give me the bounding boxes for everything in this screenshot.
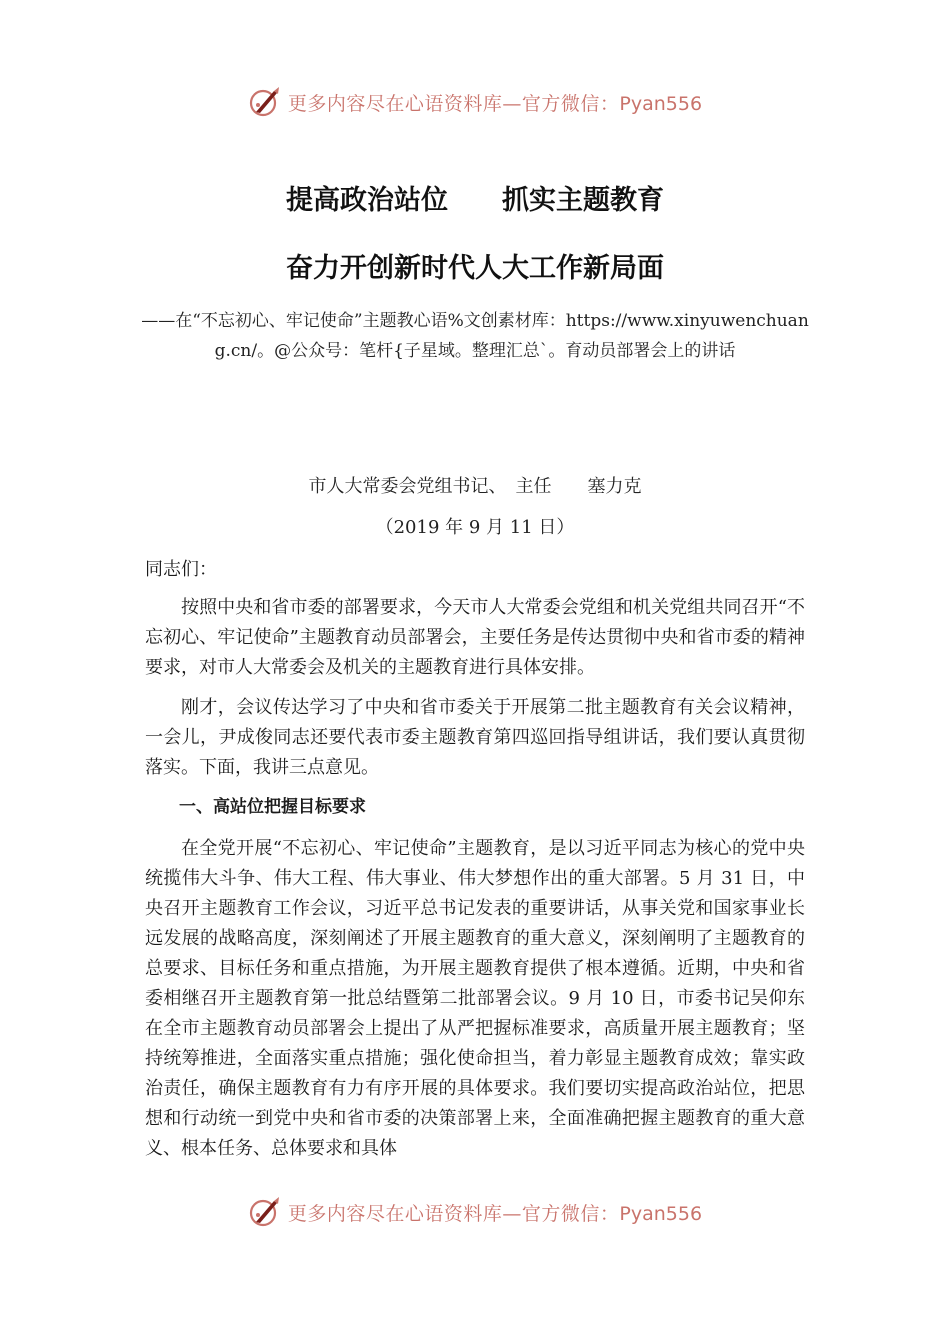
wechat-id: Pyan556 bbox=[619, 92, 703, 115]
greeting: 同志们： bbox=[145, 559, 217, 580]
banner-text: 更多内容尽在心语资料库—官方微信：Pyan556 bbox=[287, 1202, 703, 1225]
quill-pen-logo-icon bbox=[248, 1195, 282, 1229]
date-line: （2019 年 9 月 11 日） bbox=[375, 517, 575, 538]
paragraph-1-text: 按照中央和省市委的部署要求，今天市人大常委会党组和机关党组共同召开“不忘初心、牢记使命”主题教育动员部署会，主要任务是传达贯彻中央和省市委的精神要求，对市人大常委会及机关的主题教育进行具体安排。 bbox=[145, 597, 805, 678]
wechat-id: Pyan556 bbox=[619, 1202, 703, 1225]
document-subtitle: ——在“不忘初心、牢记使命”主题教心语%文创素材库：https://www.xinyuwenchuang.cn/。@公众号：笔杆{子星域。整理汇总`。育动员部署会上的讲话 bbox=[141, 311, 809, 361]
document-title-line1: 提高政治站位 抓实主题教育 bbox=[286, 185, 664, 216]
header-banner bbox=[0, 82, 950, 122]
document-title-line2: 奋力开创新时代人大工作新局面 bbox=[286, 253, 664, 284]
paragraph-3 bbox=[145, 834, 805, 1164]
paragraph-1 bbox=[145, 593, 805, 683]
paragraph-2-text: 刚才，会议传达学习了中央和省市委关于开展第二批主题教育有关会议精神，一会儿，尹成俊同志还要代表市委主题教育第四巡回指导组讲话，我们要认真贯彻落实。下面，我讲三点意见。 bbox=[145, 697, 805, 778]
quill-pen-logo-icon bbox=[248, 85, 282, 119]
section-heading-1: 一、高站位把握目标要求 bbox=[179, 797, 366, 817]
footer-banner bbox=[0, 1192, 950, 1232]
banner-text: 更多内容尽在心语资料库—官方微信：Pyan556 bbox=[287, 92, 703, 115]
paragraph-3-text: 在全党开展“不忘初心、牢记使命”主题教育，是以习近平同志为核心的党中央统揽伟大斗争、伟大工程、伟大事业、伟大梦想作出的重大部署。5 月 31 日，中央召开主题教育工作会议，习近平总书记发表的重要讲话，从事关党和国家事业长远发展的战略高度，深刻阐述了开展主题教育的重大意义，深刻阐明了主题教育的总要求、目标任务和重点措施，为开展主题教育提供了根本遵循。近期，中央和省委相继召开主题教育第一批总结暨第二批部署会议。9 月 10 日，市委书记吴仰东在全市主题教育动员部署会上提出了从严把握标准要求，高质量开展主题教育；坚持统筹推进，全面落实重点措施；强化使命担当，着力彰显主题教育成效；靠实政治责任，确保主题教育有力有序开展的具体要求。我们要切实提高政治站位，把思想和行动统一到党中央和省市委的决策部署上来，全面准确把握主题教育的重大意义、根本任务、总体要求和具体 bbox=[145, 838, 805, 1159]
author-line: 市人大常委会党组书记、 主任 塞力克 bbox=[308, 476, 642, 497]
paragraph-2 bbox=[145, 693, 805, 783]
